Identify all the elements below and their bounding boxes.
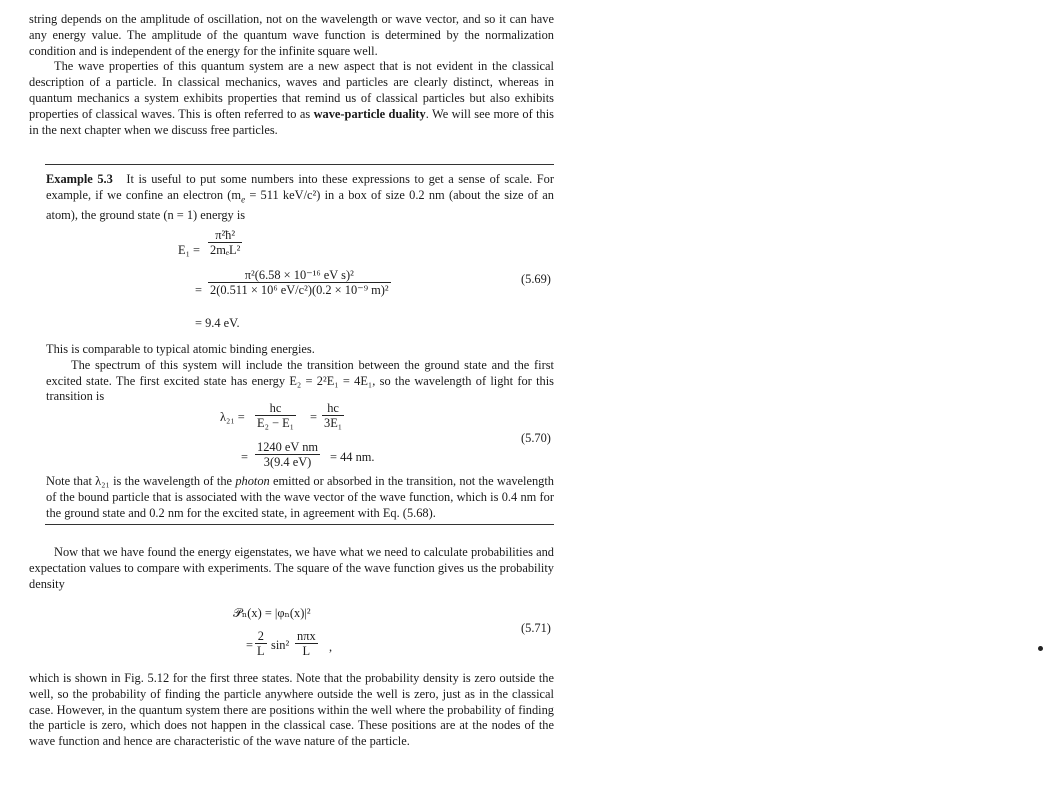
- stray-dot-mark: [1038, 646, 1043, 651]
- after-text-2: [29, 671, 554, 750]
- eq70-frac1: $\frac{hc}{\text{E₂ − E₁}}$: [257, 401, 294, 430]
- example-bottom-rule: [45, 524, 554, 525]
- intro-text: [29, 12, 554, 138]
- example-note: Note that λ₂₁ is the wavelength of the photon emitted or absorbed in the transition, not the wavelength of the bound particle that is associated with the wave vector of the wave function, which is 0.4 nm for the ground state and 0.2 nm for the excited state, in agreement with Eq. (5.68).: [46, 474, 554, 520]
- eq69-lhs: E₁ =: [178, 243, 200, 257]
- intro-paragraph-2: The wave properties of this quantum system are a new aspect that is not evident in the classical description of a particle. In classical mechanics, waves and particles are clearly distinct, whereas in quantum mechanics a system exhibits properties that remind us of classical particles but also exhibits properties of classical waves. This is often referred to as wave-particle duality. We will see more of this in the next chapter when we discuss free particles.: [29, 59, 555, 137]
- eq71-frac: $\frac{2}{L}$: [257, 629, 265, 658]
- eq71-arg: $\frac{\text{nπx}}{L}$: [297, 629, 316, 658]
- eq69-number: (5.69): [521, 272, 551, 286]
- eq69-frac2: $\frac{\text{π²(6.58 × 10⁻¹⁶ eV s)²}}{\text{2(0.511 × 10⁶ eV/c²)(0.2 × 10⁻⁹ m)²}}$: [210, 268, 389, 297]
- eq71-sin: sin²: [271, 638, 290, 652]
- term-wave-particle-duality: wave-particle duality: [313, 106, 426, 121]
- example-text-2: This is comparable to typical atomic binding energies.: [46, 342, 315, 356]
- intro-paragraph-1: string depends on the amplitude of oscillation, not on the wavelength or wave vector, and so it can have any energy value. The amplitude of the quantum wave function is determined by the normalization condition and is independent of the energy for the infinite square well.: [29, 12, 554, 58]
- eq70-lhs: λ₂₁ =: [220, 410, 245, 424]
- example-text-3: The spectrum of this system will include the transition between the ground state and the first excited state. The first excited state has energy E₂ = 2²E₁ = 4E₁, so the wavelength of light for this transition is: [46, 357, 554, 404]
- eq70-number: (5.70): [521, 431, 551, 445]
- example-top-rule: [45, 164, 554, 165]
- eq70-result: = 44 nm.: [330, 450, 375, 464]
- after-paragraph-1: Now that we have found the energy eigenstates, we have what we need to calculate probabilities and expectation values to compare with experiments. The square of the wave function gives us the probability density: [29, 545, 554, 591]
- example-5-3-intro: Example 5.3 It is useful to put some numbers into these expressions to get a sense of scale. For example, if we confine an electron ($m_e = 511$ keV/c²) in a box of size 0.2 nm (about the size of an atom), the ground state (n = 1) energy is: [46, 172, 555, 223]
- eq69-result: = 9.4 eV.: [195, 316, 240, 330]
- after-paragraph-2: which is shown in Fig. 5.12 for the first three states. Note that the probability density is zero outside the well, so the probability of finding the particle anywhere outside the well is zero, just as in the classical case. However, in the quantum system there are positions within the well where the probability of finding the particle is zero, which does not happen in the classical case. These positions are at the nodes of the wave function and hence are characteristic of the wave nature of the particle.: [29, 671, 554, 749]
- eq71-line1: 𝒫ₙ(x) = |φₙ(x)|²: [233, 606, 311, 620]
- eq70-frac2: $\frac{hc}{\text{3E₁}}$: [324, 401, 343, 430]
- after-text-1: [29, 545, 554, 592]
- example-text-after-569: [46, 342, 554, 405]
- eq70-frac3: $\frac{\text{1240 eV nm}}{3(9.4 eV)}$: [257, 440, 319, 469]
- example-label: Example 5.3: [46, 172, 113, 186]
- eq69-frac1: $\frac{\text{π²ħ²}}{\text{2mₑL²}}$: [210, 228, 241, 257]
- eq71-number: (5.71): [521, 621, 551, 635]
